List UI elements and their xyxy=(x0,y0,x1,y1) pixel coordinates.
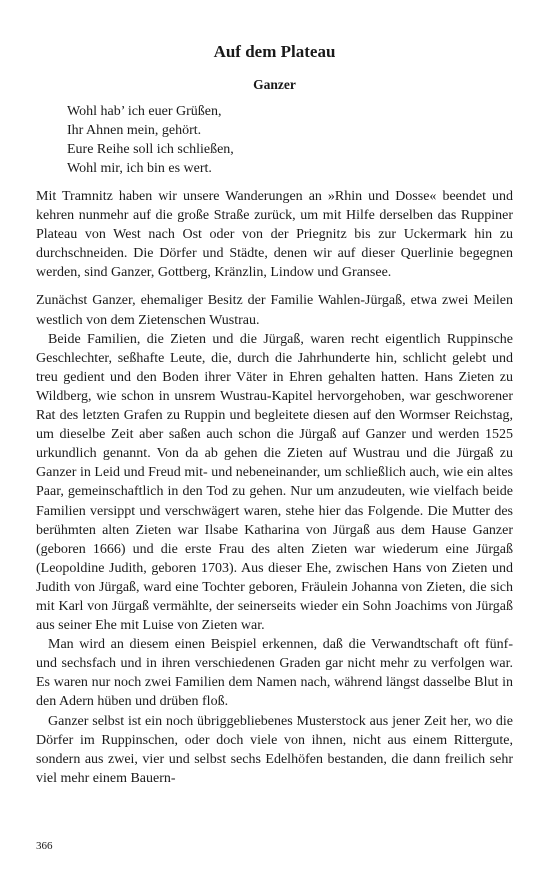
paragraph: Man wird an diesem einen Beispiel erkennen, daß die Verwandtschaft oft fünf- und sechsfach und in ihren verschiedenen Graden gar nicht mehr zu verfolgen war. Es waren nur noch zwei Familien dem Namen nach, während längst dasselbe Blut in den Adern hüben und drüben floß. xyxy=(36,637,513,710)
poem-line: Eure Reihe soll ich schließen, xyxy=(67,142,234,157)
chapter-title: Auf dem Plateau xyxy=(213,42,336,61)
paragraph: Zunächst Ganzer, ehemaliger Besitz der Familie Wahlen-Jürgaß, etwa zwei Meilen westlich von dem Zietenschen Wustrau. xyxy=(36,293,513,328)
section-subtitle: Ganzer xyxy=(253,77,296,92)
body-text xyxy=(36,187,513,788)
paragraph: Beide Familien, die Zieten und die Jürgaß, waren recht eigentlich Ruppinsche Geschlechter, seßhafte Leute, die, durch die Jahrhunderte hin, schlicht gelebt und treu gedient und den Boden ihrer Väter in Ehren gehalten hatten. Hans Zieten zu Wildberg, wie schon in unsrem Wustrau-Kapitel hervorgehoben, war geschworener Rat des letzten Grafen zu Ruppin und begleitete diesen auf den Wormser Reichstag, um dieselbe Zeit aber saßen auch schon die Jürgaß auf Ganzer und werden 1525 urkundlich genannt. Von da ab gehen die Zieten auf Wustrau und die Jürgaß zu Ganzer in Leid und Freud mit- und nebeneinander, um schließlich auch, wie ein altes Paar, gemeinschaftlich in den Tod zu gehen. Nur um anzudeuten, wie vielfach beide Familien versippt und verschwägert waren, stehe hier das Folgende. Die Mutter des berühmten alten Zieten war Ilsabe Katharina von Jürgaß aus dem Hause Ganzer (geboren 1666) und die erste Frau des alten Zieten war wiederum eine Jürgaß (Leopoldine Judith, geboren 1703). Aus dieser Ehe, zwischen Hans von Zieten und Judith von Jürgaß, ward eine Tochter geboren, Fräulein Johanna von Zieten, die sich mit Karl von Jürgaß vermählte, der seinerseits wieder ein Sohn Joachims von Jürgaß aus seiner Ehe mit Luise von Zieten war. xyxy=(36,331,513,634)
poem-line: Ihr Ahnen mein, gehört. xyxy=(67,123,202,138)
paragraph: Ganzer selbst ist ein noch übriggebliebenes Musterstock aus jener Zeit her, wo die Dörfer im Ruppinschen, oder doch viele von ihnen, nicht aus einem Rittergute, sondern aus zwei, vier und selbst sechs Edelhöfen bestanden, die dann freilich sehr viel mehr einem Bauern- xyxy=(36,713,513,786)
page-number: 366 xyxy=(36,840,53,852)
poem-line: Wohl mir, ich bin es wert. xyxy=(67,161,212,176)
poem-line: Wohl hab’ ich euer Grüßen, xyxy=(67,104,222,119)
epigraph-poem xyxy=(67,102,234,178)
paragraph: Mit Tramnitz haben wir unsere Wanderungen an »Rhin und Dosse« beendet und kehren nunmehr auf die große Straße zurück, um mit Hilfe derselben das Ruppiner Plateau von West nach Ost oder von der Priegnitz bis zur Uckermark hin zu durchschneiden. Die Dörfer und Städte, denen wir auf dieser Querlinie begegnen werden, sind Ganzer, Gottberg, Kränzlin, Lindow und Gransee. xyxy=(36,189,513,281)
